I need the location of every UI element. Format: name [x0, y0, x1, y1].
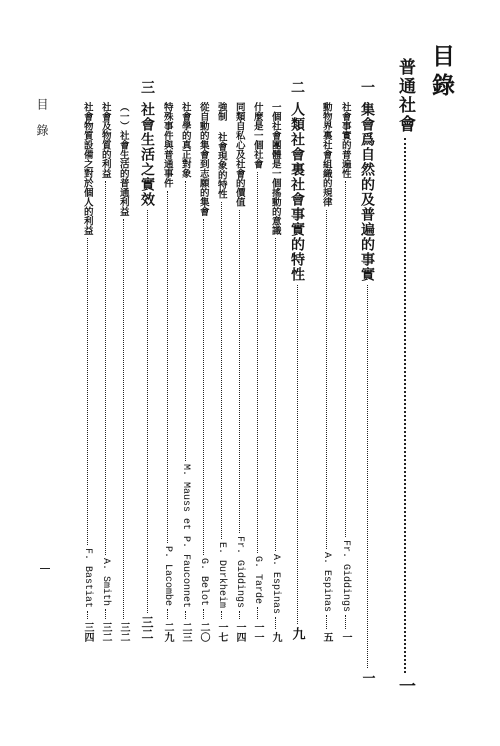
toc-entry: [216, 102, 226, 642]
toc-entry: [118, 102, 128, 642]
entry-author: A. Smith: [100, 557, 111, 606]
chapter-page-number: 九: [289, 627, 305, 640]
leader-dots: [105, 609, 106, 619]
entry-title: （一）社會生活的普通利益: [117, 102, 129, 216]
entry-page-number: 二〇: [198, 622, 209, 642]
leader-dots: [203, 609, 204, 619]
part-page-number: 一: [395, 677, 415, 694]
leader-dots: [167, 191, 168, 543]
entry-page-number: 二三: [180, 622, 191, 642]
leader-dots: [87, 611, 88, 619]
toc-entry: [321, 102, 331, 642]
leader-dots: [326, 615, 327, 629]
leader-dots: [257, 172, 258, 553]
entry-title: 社會事實的普遍性: [339, 102, 351, 178]
leader-dots: [123, 219, 124, 619]
entry-page-number: 三四: [82, 622, 93, 642]
leader-dots: [345, 615, 346, 629]
entry-title: 動物界裏社會組織的規律: [320, 102, 332, 207]
entry-author: A. Espinas: [270, 553, 281, 614]
entry-title: 一個社會團體是一個搖動的意識: [269, 102, 281, 235]
chapter-heading-3: [140, 80, 154, 640]
entry-page-number: 三二: [118, 622, 129, 642]
chapter-number: 二: [289, 80, 305, 94]
entry-author: G. Tarde: [252, 555, 263, 604]
leader-dots: [185, 611, 186, 619]
leader-dots: [147, 210, 148, 613]
leader-dots: [203, 219, 204, 555]
entry-author: G. Belot: [198, 557, 209, 606]
entry-page-number: 二九: [162, 622, 173, 642]
entry-page-number: 五: [321, 632, 332, 642]
entry-author: Fr. Giddings: [234, 535, 245, 608]
toc-entry: [82, 102, 92, 642]
entry-author: P. Lacombe: [162, 545, 173, 606]
leader-dots: [221, 611, 222, 619]
entry-author: A. Espinas: [321, 551, 332, 612]
leader-dots: [345, 181, 346, 537]
entry-title: 社會學的真正對象: [179, 102, 191, 178]
entry-title: 同類自私心及社會的價值: [233, 102, 245, 207]
entry-author: F. Bastiat: [82, 547, 93, 608]
leader-dots: [185, 181, 186, 461]
leader-dots: [367, 285, 368, 668]
entry-page-number: 一七: [216, 622, 227, 642]
leader-dots: [297, 285, 298, 624]
leader-dots: [105, 181, 106, 555]
running-header: 目錄: [35, 98, 49, 150]
chapter-title: 人類社會裏社會事實的特性: [289, 102, 305, 282]
chapter-heading-1: [360, 80, 374, 684]
chapter-heading-2: [290, 80, 304, 640]
entry-author: M. Mauss et P. Fauconnet: [180, 463, 191, 608]
toc-entry: [100, 102, 110, 642]
chapter-page-number: 三二: [140, 616, 154, 640]
entry-page-number: 三二: [100, 622, 111, 642]
toc-entry: [340, 102, 350, 642]
leader-dots: [326, 210, 327, 549]
toc-entry: [162, 102, 172, 642]
toc-entry: [270, 102, 280, 642]
leader-dots: [239, 611, 240, 619]
entry-page-number: 一一: [252, 622, 263, 642]
chapter-title: 社會生活之實效: [139, 102, 155, 207]
toc-entry: [252, 102, 262, 642]
part-title: 普通社會: [395, 58, 415, 134]
chapter-page-number: 一: [359, 671, 375, 684]
entry-title: 強制 社會現象的特性: [215, 102, 227, 199]
entry-page-number: 一四: [234, 622, 245, 642]
leader-dots: [404, 138, 406, 673]
part-heading-entry: [396, 58, 413, 746]
entry-author: Fr. Giddings: [340, 539, 351, 612]
entry-page-number: 九: [270, 632, 281, 642]
toc-entry: [180, 102, 190, 642]
entry-title: 社會物質設備之對於個人的利益: [81, 102, 93, 235]
toc-entry: [234, 102, 244, 642]
entry-title: 從自動的集會到志願的集會: [197, 102, 209, 216]
chapter-number: 一: [359, 80, 375, 94]
page-title: 目錄: [428, 44, 455, 102]
leader-dots: [257, 607, 258, 619]
entry-author: E. Durkheim: [216, 541, 227, 608]
entry-page-number: 一: [340, 632, 351, 642]
leader-dots: [87, 238, 88, 545]
chapter-title: 集會爲自然的及普遍的事實: [359, 102, 375, 282]
entry-title: 什麼是一個社會: [251, 102, 263, 169]
page-folio: [40, 568, 50, 569]
leader-dots: [239, 210, 240, 533]
chapter-number: 三: [139, 80, 155, 94]
leader-dots: [275, 238, 276, 551]
leader-dots: [167, 609, 168, 619]
entry-title: 特殊事件與普通事件: [161, 102, 173, 188]
leader-dots: [275, 617, 276, 629]
leader-dots: [221, 202, 222, 539]
toc-entry: [198, 102, 208, 642]
entry-title: 社會及物質的利益: [99, 102, 111, 178]
